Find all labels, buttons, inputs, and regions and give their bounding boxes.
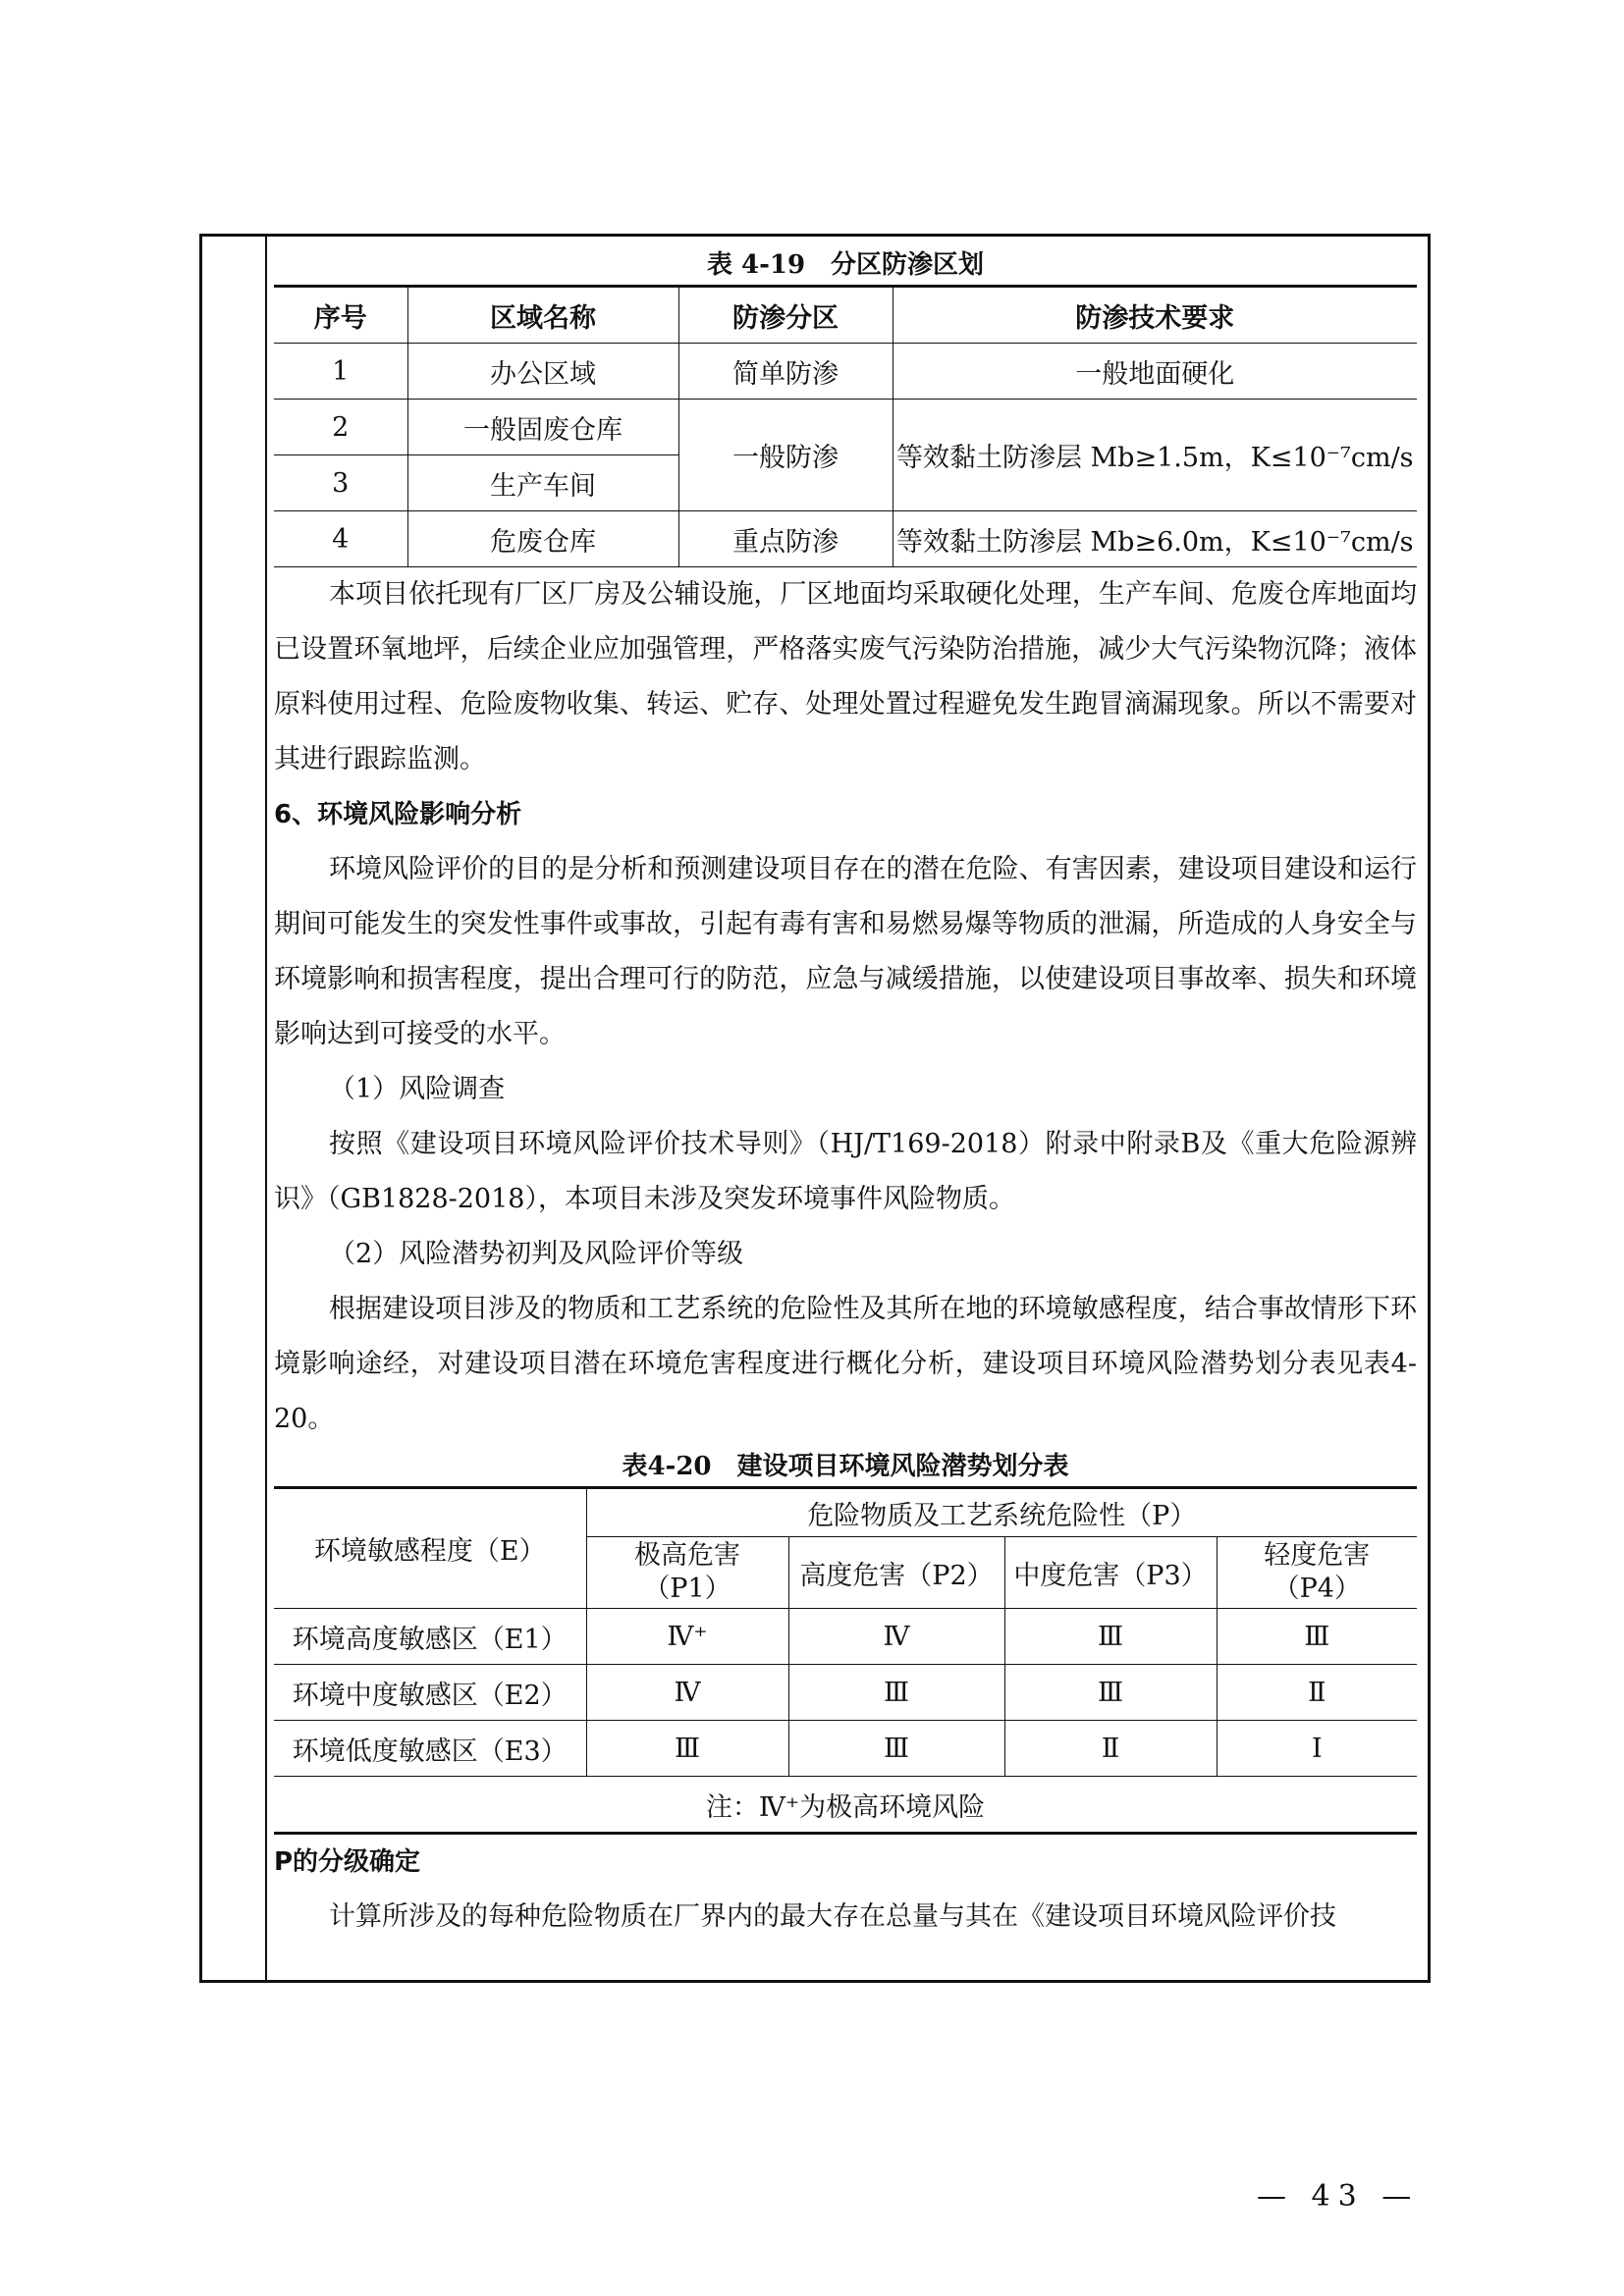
subheading-risk-survey: （1）风险调查 [329,1074,506,1104]
col-header-zone: 防渗分区 [678,287,893,344]
paragraph-risk-purpose: 环境风险评价的目的是分析和预测建设项目存在的潜在危险、有害因素，建设项目建设和运行期间可能发生的突发性事件或事故，引起有毒有害和易燃易爆等物质的泄漏，所造成的人身安全与环境影响和损害程度，提出合理可行的防范，应急与减缓措施，以使建设项目事故率、损失和环境影响达到可接受的水平。 [274,854,1417,1049]
cell-no: 3 [274,455,407,511]
cell-value: Ⅲ [1004,1665,1217,1721]
paragraph-monitoring: 本项目依托现有厂区厂房及公辅设施，厂区地面均采取硬化处理，生产车间、危废仓库地面均已设置环氧地坪，后续企业应加强管理，严格落实废气污染防治措施，减少大气污染物沉降；液体原料使用过程、危险废物收集、转运、贮存、处理处置过程避免发生跑冒滴漏现象。所以不需要对其进行跟踪监测。 [274,579,1417,774]
cell-area: 危废仓库 [407,511,678,567]
cell-no: 4 [274,511,407,567]
cell-no: 1 [274,344,407,400]
col-header-req: 防渗技术要求 [893,287,1417,344]
cell-zone: 简单防渗 [678,344,893,400]
table-row [274,344,1417,400]
table-4-19-caption: 表 4-19 分区防渗区划 [706,250,985,280]
paragraph-risk-potential: 根据建设项目涉及的物质和工艺系统的危险性及其所在地的环境敏感程度，结合事故情形下环境影响途经，对建设项目潜在环境危害程度进行概化分析，建设项目环境风险潜势划分表见表4-20。 [274,1294,1417,1434]
section-heading-risk: 6、环境风险影响分析 [274,800,522,829]
row-label: 环境低度敏感区（E3） [274,1721,586,1777]
table-4-20-caption: 表4-20 建设项目环境风险潜势划分表 [622,1452,1069,1481]
cell-value: Ⅲ [788,1665,1004,1721]
cell-area: 生产车间 [407,455,678,511]
cell-area: 办公区域 [407,344,678,400]
table-row [274,1721,1417,1777]
row-label: 环境高度敏感区（E1） [274,1609,586,1665]
cell-value: Ⅳ [586,1665,788,1721]
cell-value: Ⅳ⁺ [586,1609,788,1665]
table-note: 注：Ⅳ⁺为极高环境风险 [274,1777,1417,1834]
table-4-20 [274,1486,1417,1835]
content [274,245,1417,1945]
cell-value: Ⅱ [1004,1721,1217,1777]
table-4-19 [274,285,1417,567]
table-row [274,400,1417,455]
cell-req: 等效黏土防渗层 Mb≥1.5m，K≤10⁻⁷cm/s [893,400,1417,511]
cell-zone: 一般防渗 [678,400,893,511]
cell-req: 等效黏土防渗层 Mb≥6.0m，K≤10⁻⁷cm/s [893,511,1417,567]
subheading-risk-potential: （2）风险潜势初判及风险评价等级 [329,1239,744,1269]
table-row [274,511,1417,567]
cell-area: 一般固废仓库 [407,400,678,455]
table-row [274,1665,1417,1721]
col-header-p3: 中度危害（P3） [1004,1537,1217,1609]
cell-req: 一般地面硬化 [893,344,1417,400]
col-header-p1: 极高危害 （P1） [586,1537,788,1609]
row-header-title: 环境敏感程度（E） [274,1488,586,1609]
cell-no: 2 [274,400,407,455]
col-header-no: 序号 [274,287,407,344]
col-header-area: 区域名称 [407,287,678,344]
cell-value: Ⅲ [1004,1609,1217,1665]
cell-value: Ⅲ [788,1721,1004,1777]
cell-value: Ⅲ [586,1721,788,1777]
cell-zone: 重点防渗 [678,511,893,567]
cell-value: Ⅳ [788,1609,1004,1665]
cell-value: Ⅱ [1217,1665,1417,1721]
cell-value: Ⅲ [1217,1609,1417,1665]
col-header-p4: 轻度危害 （P4） [1217,1537,1417,1609]
paragraph-p-grading: 计算所涉及的每种危险物质在厂界内的最大存在总量与其在《建设项目环境风险评价技 [329,1901,1336,1932]
cell-value: Ⅰ [1217,1721,1417,1777]
section-heading-p-grading: P的分级确定 [274,1847,421,1877]
paragraph-risk-survey: 按照《建设项目环境风险评价技术导则》（HJ/T169-2018）附录中附录B及《重大危险源辨识》（GB1828-2018），本项目未涉及突发环境事件风险物质。 [274,1129,1417,1214]
page-number: — 43 — [1257,2179,1420,2214]
table-row [274,1609,1417,1665]
row-label: 环境中度敏感区（E2） [274,1665,586,1721]
col-header-p2: 高度危害（P2） [788,1537,1004,1609]
frame-divider [265,237,267,1980]
col-group-header: 危险物质及工艺系统危险性（P） [586,1488,1417,1537]
